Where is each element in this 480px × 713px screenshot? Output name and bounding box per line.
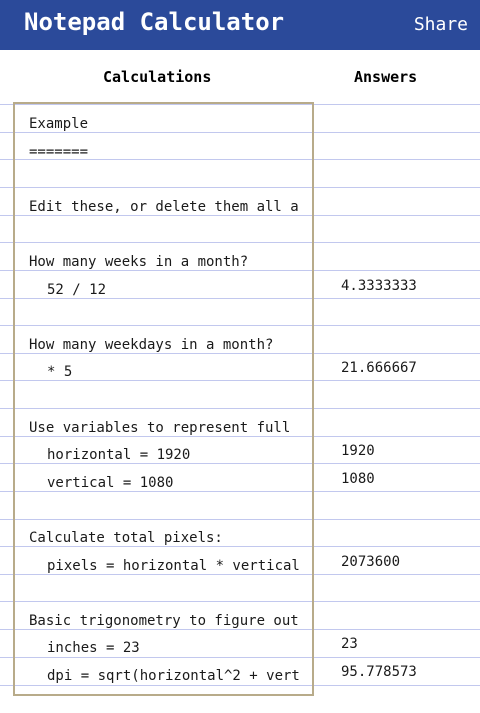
calculation-line[interactable]: vertical = 1080 — [47, 475, 174, 491]
app-title: Notepad Calculator — [24, 8, 285, 36]
calculation-line[interactable]: * 5 — [47, 364, 73, 380]
share-button[interactable]: Share — [413, 14, 468, 35]
calculation-line[interactable]: Basic trigonometry to figure out — [29, 613, 299, 629]
calculation-line[interactable]: 52 / 12 — [47, 282, 107, 298]
answer-value: 1080 — [341, 471, 375, 487]
calculation-line[interactable] — [29, 390, 312, 410]
calculation-line[interactable]: inches = 23 — [47, 640, 140, 656]
calculation-line[interactable] — [29, 169, 312, 189]
answer-value: 4.3333333 — [341, 278, 417, 294]
calculation-line[interactable]: dpi = sqrt(horizontal^2 + vert — [47, 668, 300, 684]
calculation-line[interactable]: How many weekdays in a month? — [29, 337, 274, 353]
calculation-line[interactable]: Use variables to represent full — [29, 420, 291, 436]
answer-value: 95.778573 — [341, 664, 417, 680]
calculation-line[interactable]: Example — [29, 116, 89, 132]
calculation-line[interactable] — [29, 307, 312, 327]
app-bar — [0, 0, 480, 50]
answer-value: 21.666667 — [341, 360, 417, 376]
calculation-line[interactable] — [29, 224, 312, 244]
calculations-header: Calculations — [103, 68, 212, 86]
calculation-line[interactable]: horizontal = 1920 — [47, 447, 191, 463]
answers-header: Answers — [354, 68, 418, 86]
answer-value: 2073600 — [341, 554, 401, 570]
calculation-line[interactable]: Calculate total pixels: — [29, 530, 223, 546]
answer-value: 23 — [341, 636, 358, 652]
calculation-line[interactable] — [29, 500, 312, 520]
calculation-line[interactable]: ======= — [29, 144, 89, 160]
answer-value: 1920 — [341, 443, 375, 459]
calculation-line[interactable]: How many weeks in a month? — [29, 254, 249, 270]
calculation-line[interactable] — [29, 583, 312, 603]
calculation-line[interactable]: pixels = horizontal * vertical — [47, 558, 300, 574]
calculation-line[interactable]: Edit these, or delete them all a — [29, 199, 299, 215]
